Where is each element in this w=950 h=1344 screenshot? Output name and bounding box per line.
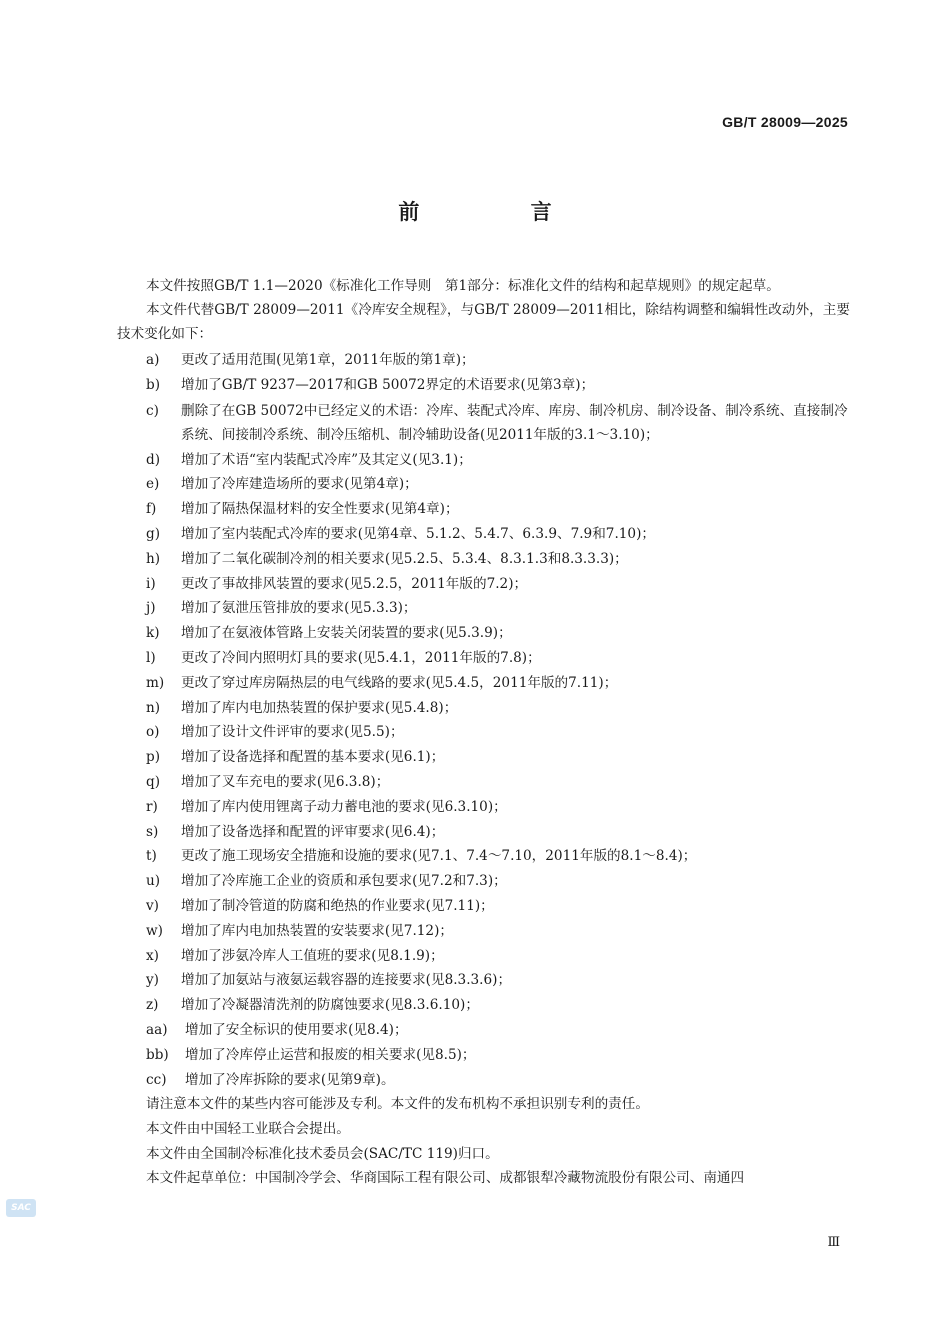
list-item bbox=[117, 1018, 850, 1043]
list-item-label: f) bbox=[146, 501, 157, 518]
list-item bbox=[117, 671, 850, 696]
list-item-text: 增加了冷库拆除的要求(见第9章)。 bbox=[185, 1071, 395, 1088]
list-item-text: 增加了在氨液体管路上安装关闭装置的要求(见5.3.9)； bbox=[181, 625, 512, 642]
list-item-text: 增加了室内装配式冷库的要求(见第4章、5.1.2、5.4.7、6.3.9、7.9和7.10)； bbox=[181, 525, 655, 542]
list-item-text: 更改了施工现场安全措施和设施的要求(见7.1、7.4～7.10，2011年版的8.1～8.4)； bbox=[181, 848, 697, 865]
list-item bbox=[117, 522, 850, 547]
list-item-text: 增加了库内使用锂离子动力蓄电池的要求(见6.3.10)； bbox=[181, 798, 507, 815]
list-item-text: 增加了设备选择和配置的评审要求(见6.4)； bbox=[181, 823, 445, 840]
list-item-text: 增加了冷库施工企业的资质和承包要求(见7.2和7.3)； bbox=[181, 873, 507, 890]
drafting-units: 本文件起草单位：中国制冷学会、华商国际工程有限公司、成都银犁冷藏物流股份有限公司、南通四 bbox=[146, 1170, 745, 1187]
list-item bbox=[117, 497, 850, 522]
list-item bbox=[117, 398, 850, 448]
list-item-label: bb) bbox=[146, 1046, 169, 1063]
committee-statement: 本文件由全国制冷标准化技术委员会(SAC/TC 119)归口。 bbox=[146, 1145, 499, 1162]
list-item-text: 增加了冷凝器清洗剂的防腐蚀要求(见8.3.6.10)； bbox=[181, 997, 479, 1014]
list-item-text: 增加了制冷管道的防腐和绝热的作业要求(见7.11)； bbox=[181, 897, 494, 914]
list-item-text: 增加了加氨站与液氨运载容器的连接要求(见8.3.3.6)； bbox=[181, 972, 512, 989]
list-item bbox=[117, 993, 850, 1018]
list-item-text: 增加了设备选择和配置的基本要求(见6.1)； bbox=[181, 749, 445, 766]
list-item bbox=[117, 795, 850, 820]
list-item bbox=[117, 696, 850, 721]
changes-list bbox=[117, 348, 850, 1092]
list-item bbox=[117, 448, 850, 473]
list-item-label: b) bbox=[146, 376, 161, 393]
list-item bbox=[117, 646, 850, 671]
list-item-label: d) bbox=[146, 451, 161, 468]
document-body bbox=[117, 274, 850, 1191]
list-item-text: 增加了冷库停止运营和报废的相关要求(见8.5)； bbox=[185, 1046, 476, 1063]
page-number: Ⅲ bbox=[827, 1235, 840, 1250]
list-item bbox=[117, 547, 850, 572]
list-item-label: u) bbox=[146, 873, 161, 890]
list-item-label: r) bbox=[146, 798, 158, 815]
list-item-label: c) bbox=[146, 402, 159, 419]
list-item-text: 增加了库内电加热装置的安装要求(见7.12)； bbox=[181, 922, 453, 939]
list-item bbox=[117, 1068, 850, 1093]
standard-code: GB/T 28009—2025 bbox=[722, 114, 848, 130]
list-item-text: 增加了术语“室内装配式冷库”及其定义(见3.1)； bbox=[181, 451, 472, 468]
list-item-label: w) bbox=[146, 922, 163, 939]
list-item-text: 删除了在GB 50072中已经定义的术语：冷库、装配式冷库、库房、制冷机房、制冷设备、制冷系统、直接制冷系统、间接制冷系统、制冷压缩机、制冷辅助设备(见2011年版的3.1～3.10)； bbox=[181, 402, 848, 443]
patent-notice: 请注意本文件的某些内容可能涉及专利。本文件的发布机构不承担识别专利的责任。 bbox=[146, 1096, 649, 1113]
list-item-label: p) bbox=[146, 749, 161, 766]
list-item bbox=[117, 621, 850, 646]
list-item bbox=[117, 770, 850, 795]
list-item-text: 更改了适用范围(见第1章，2011年版的第1章)； bbox=[181, 352, 475, 368]
list-item-label: m) bbox=[146, 674, 165, 691]
list-item-text: 更改了穿过库房隔热层的电气线路的要求(见5.4.5，2011年版的7.11)； bbox=[181, 674, 618, 691]
list-item bbox=[117, 968, 850, 993]
list-item-text: 更改了事故排风装置的要求(见5.2.5，2011年版的7.2)； bbox=[181, 575, 528, 592]
list-item-label: aa) bbox=[146, 1021, 168, 1038]
intro-paragraph-1: 本文件按照GB/T 1.1—2020《标准化工作导则 第1部分：标准化文件的结构和起草规则》的规定起草。 bbox=[146, 278, 780, 294]
list-item-label: v) bbox=[146, 897, 159, 914]
proposer-statement: 本文件由中国轻工业联合会提出。 bbox=[146, 1120, 350, 1137]
intro-paragraph-2: 本文件代替GB/T 28009—2011《冷库安全规程》，与GB/T 28009—2011相比，除结构调整和编辑性改动外，主要技术变化如下： bbox=[117, 302, 850, 342]
list-item bbox=[117, 844, 850, 869]
list-item-label: j) bbox=[146, 600, 156, 617]
list-item-label: o) bbox=[146, 724, 160, 741]
list-item bbox=[117, 373, 850, 398]
list-item bbox=[117, 348, 850, 373]
list-item-text: 增加了冷库建造场所的要求(见第4章)； bbox=[181, 476, 418, 493]
list-item-label: q) bbox=[146, 773, 161, 790]
list-item-text: 增加了隔热保温材料的安全性要求(见第4章)； bbox=[181, 501, 459, 518]
list-item-text: 增加了安全标识的使用要求(见8.4)； bbox=[185, 1021, 408, 1038]
list-item-text: 增加了库内电加热装置的保护要求(见5.4.8)； bbox=[181, 699, 458, 716]
list-item-label: y) bbox=[146, 972, 159, 989]
list-item bbox=[117, 919, 850, 944]
list-item bbox=[117, 1043, 850, 1068]
list-item bbox=[117, 596, 850, 621]
list-item-text: 更改了冷间内照明灯具的要求(见5.4.1，2011年版的7.8)； bbox=[181, 649, 541, 666]
list-item-label: z) bbox=[146, 997, 159, 1014]
list-item bbox=[117, 869, 850, 894]
list-item-label: n) bbox=[146, 699, 161, 716]
list-item bbox=[117, 745, 850, 770]
list-item-text: 增加了叉车充电的要求(见6.3.8)； bbox=[181, 773, 390, 790]
list-item bbox=[117, 720, 850, 745]
list-item-label: e) bbox=[146, 476, 160, 493]
list-item-text: 增加了GB/T 9237—2017和GB 50072界定的术语要求(见第3章)； bbox=[181, 376, 595, 393]
list-item-label: g) bbox=[146, 525, 161, 542]
list-item bbox=[117, 894, 850, 919]
list-item-text: 增加了设计文件评审的要求(见5.5)； bbox=[181, 724, 404, 741]
list-item bbox=[117, 472, 850, 497]
list-item-label: l) bbox=[146, 649, 156, 666]
list-item bbox=[117, 944, 850, 969]
list-item-label: i) bbox=[146, 575, 156, 592]
list-item-text: 增加了二氧化碳制冷剂的相关要求(见5.2.5、5.3.4、8.3.1.3和8.3.3.3)； bbox=[181, 550, 628, 567]
page-title: 前 言 bbox=[398, 200, 604, 224]
list-item-label: s) bbox=[146, 823, 159, 840]
list-item-label: a) bbox=[146, 352, 160, 368]
list-item-label: k) bbox=[146, 625, 160, 642]
list-item-label: t) bbox=[146, 848, 157, 865]
list-item-label: h) bbox=[146, 550, 161, 567]
list-item bbox=[117, 572, 850, 597]
list-item-text: 增加了氨泄压管排放的要求(见5.3.3)； bbox=[181, 600, 417, 617]
list-item-text: 增加了涉氨冷库人工值班的要求(见8.1.9)； bbox=[181, 947, 444, 964]
list-item bbox=[117, 820, 850, 845]
list-item-label: x) bbox=[146, 947, 159, 964]
sac-watermark-logo: SAC bbox=[6, 1199, 36, 1217]
list-item-label: cc) bbox=[146, 1071, 167, 1088]
